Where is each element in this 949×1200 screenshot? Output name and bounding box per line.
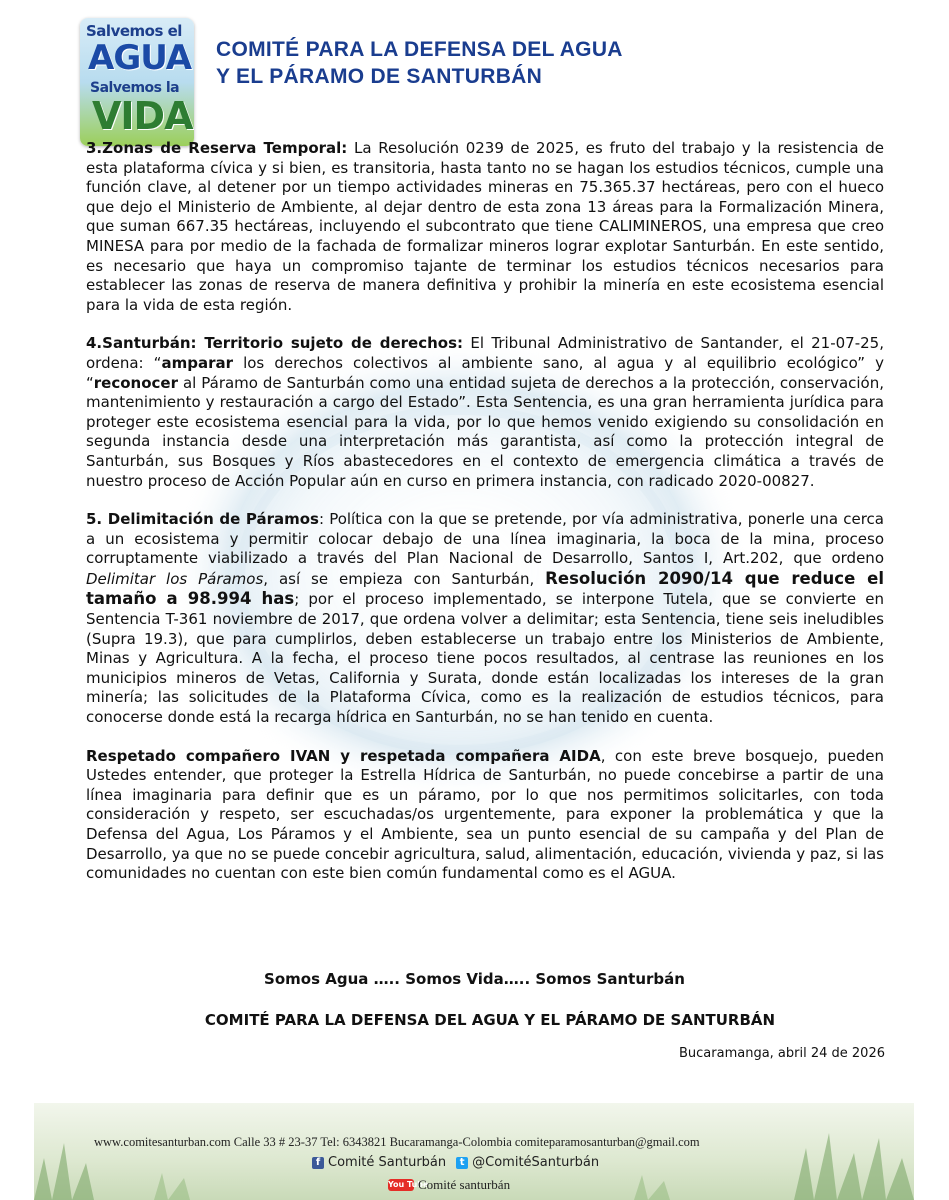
section-4-bold-1: amparar	[161, 353, 233, 372]
place-date: Bucaramanga, abril 24 de 2026	[679, 1046, 885, 1061]
section-5-text-3: ; por el proceso implementado, se interpone Tutela, que se convierte en Sentencia T-361 noviembre de 2017, que ordena volver a delimitar; esta Sentencia, tiene seis ineludibles (Supra 19.3), que para cumplirlos, deben establecerse un trabajo entre los Ministerios de Ambiente, Minas y Agricultura. A la fecha, el proceso tiene pocos resultados, al centrase las reuniones en los municipios mineros de Vetas, California y Surata, donde están localizadas los intereses de la gran minería; las solicitudes de la Plataforma Cívica, como es la realización de estudios técnicos, para conocerse donde está la recarga hídrica en Santurbán, no se han tenido en cuenta.	[86, 590, 884, 727]
signature: COMITÉ PARA LA DEFENSA DEL AGUA Y EL PÁRAMO DE SANTURBÁN	[204, 1011, 776, 1029]
slogan: Somos Agua ….. Somos Vida….. Somos Santurbán	[264, 970, 685, 988]
twitter-handle[interactable]: @ComitéSanturbán	[472, 1155, 600, 1170]
logo-line-4: VIDA	[92, 94, 193, 138]
footer-youtube-line	[388, 1177, 510, 1193]
logo-line-2: AGUA	[88, 38, 192, 78]
section-3-paragraph	[86, 139, 884, 315]
letter-body	[86, 139, 884, 903]
youtube-icon: You Tube	[388, 1180, 429, 1189]
section-4-heading: 4.Santurbán: Territorio sujeto de derechos:	[86, 334, 464, 353]
twitter-icon: t	[456, 1157, 468, 1169]
closing-heading: Respetado compañero IVAN y respetada compañera AIDA	[86, 746, 601, 765]
section-5-text-1: : Política con la que se pretende, por vía administrativa, ponerle una cerca a un ecosistema y permitir colocar debajo de una línea imaginaria, la boca de la mina, proceso corruptamente viabilizado a través del Plan Nacional de Desarrollo, Santos I, Art.202, que ordeno	[86, 510, 884, 568]
section-5-paragraph	[86, 510, 884, 728]
section-4-bold-2: reconocer	[93, 373, 178, 392]
section-5-italic: Delimitar los Páramos	[86, 569, 264, 588]
logo-line-3: Salvemos la	[90, 80, 180, 96]
logo-line-1: Salvemos el	[86, 22, 182, 40]
section-4-text-1: El Tribunal Administrativo de Santander, el 21-07-25, ordena: “	[86, 334, 884, 372]
footer-social-line	[312, 1155, 599, 1170]
section-4-text-3: al Páramo de Santurbán como una entidad sujeta de derechos a la protección, conservación, mantenimiento y restauración a cargo del Estado”. Esta Sentencia, es una gran herramienta jurídica para proteger este ecosistema esencial para la vida, por lo que hemos venido exigiendo su consolidación en segunda instancia desde una interpretación más garantista, así como la protección integral de Santurbán, sus Bosques y Ríos abastecedores en el contexto de emergencia climática a través de nuestro proceso de Acción Popular aún en curso en primera instancia, con radicado 2020-00827.	[86, 373, 884, 490]
section-3-text: La Resolución 0239 de 2025, es fruto del trabajo y la resistencia de esta plataforma cívica y si bien, es transitoria, hasta tanto no se hagan los estudios técnicos, cumple una función clave, al detener por un tiempo actividades mineras en 75.365.37 hectáreas, pero con el hueco que dejo el Ministerio de Ambiente, al dejar dentro de esta zona 13 áreas para la Formalización Minera, que suman 667.35 hectáreas, incluyendo el subcontrato que tiene CALIMINEROS, una empresa que creo MINESA para por medio de la fachada de formalizar mineros lograr explotar Santurbán. En este sentido, es necesario que haya un compromiso tajante de terminar los estudios técnicos necesarios para establecer las zonas de reserva de manera definitiva y prohibir la minería en este ecosistema esencial para la vida de esta región.	[86, 139, 884, 314]
facebook-icon: f	[312, 1157, 324, 1169]
youtube-channel[interactable]: Comité santurbán	[418, 1177, 511, 1192]
salvemos-el-agua-logo	[80, 18, 194, 146]
section-5-text-2: , así se empieza con Santurbán,	[263, 569, 546, 588]
title-line-1: COMITÉ PARA LA DEFENSA DEL AGUA	[216, 38, 623, 61]
section-5-heading: 5. Delimitación de Páramos	[86, 510, 319, 529]
footer-contact-line: www.comitesanturban.com Calle 33 # 23-37 Tel: 6343821 Bucaramanga-Colombia comiteparamosanturban@gmail.com	[94, 1135, 700, 1149]
footer-banner	[34, 1103, 914, 1200]
title-line-2: Y EL PÁRAMO DE SANTURBÁN	[216, 65, 543, 88]
section-4-text-2: los derechos colectivos al ambiente sano, al agua y al equilibrio ecológico” y “	[86, 353, 885, 392]
closing-paragraph	[86, 747, 884, 884]
facebook-handle[interactable]: Comité Santurbán	[328, 1155, 447, 1170]
closing-text: , con este breve bosquejo, pueden Ustedes entender, que proteger la Estrella Hídrica de Santurbán, no puede concebirse a partir de una línea imaginaria para definir que es un páramo, por lo que nos permitimos solicitarles, con toda consideración y respeto, ser escuchadas/os urgentemente, para exponer la problemática y que la Defensa del Agua, Los Páramos y el Ambiente, sea un punto esencial de su campaña y del Plan de Desarrollo, ya que no se puede concebir agricultura, salud, alimentación, educación, vivienda y paz, si las comunidades no cuentan con este bien común fundamental como es el AGUA.	[86, 746, 884, 883]
section-5-bold: Resolución 2090/14 que reduce el tamaño a 98.994 has	[86, 568, 884, 609]
section-3-heading: 3.Zonas de Reserva Temporal:	[86, 139, 348, 157]
section-4-paragraph	[86, 334, 884, 491]
organization-title	[216, 36, 623, 90]
